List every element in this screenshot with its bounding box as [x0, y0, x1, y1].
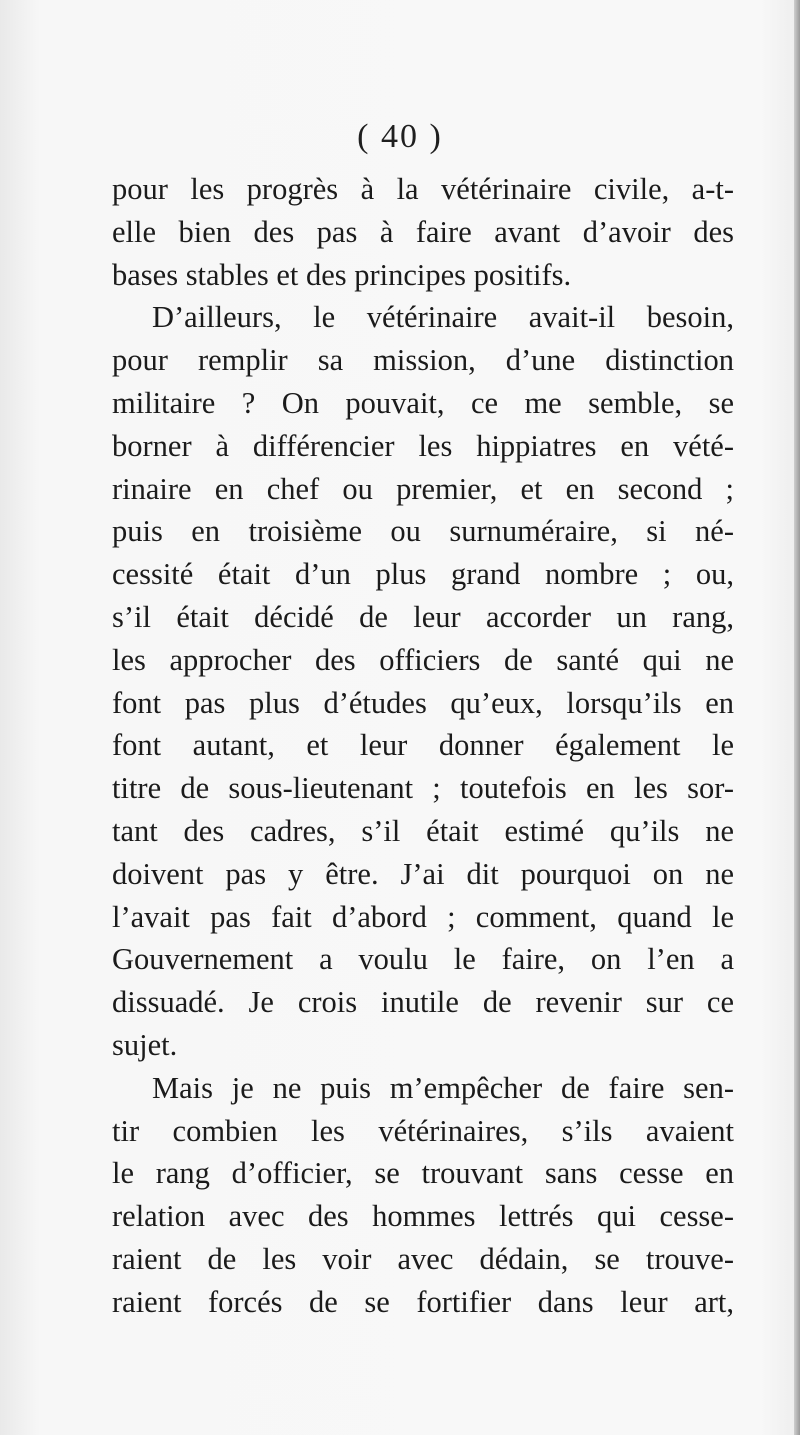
text-line: relation avec des hommes lettrés qui cesse-: [112, 1199, 734, 1234]
text-line: raient de les voir avec dédain, se trouve-: [112, 1241, 734, 1276]
text-line: tir combien les vétérinaires, s’ils avaient: [112, 1113, 734, 1148]
text-line: pour remplir sa mission, d’une distinction: [112, 343, 734, 378]
text-line: puis en troisième ou surnuméraire, si né-: [112, 514, 734, 549]
text-line: dissuadé. Je crois inutile de revenir sur ce: [112, 985, 734, 1020]
text-line: Mais je ne puis m’empêcher de faire sen-: [152, 1070, 734, 1105]
text-line: les approcher des officiers de santé qui ne: [112, 642, 734, 677]
page-edge-shadow: [794, 0, 800, 1435]
text-line: font pas plus d’études qu’eux, lorsqu’ils en: [112, 685, 734, 720]
page-number: ( 40 ): [357, 118, 443, 155]
text-line: tant des cadres, s’il était estimé qu’ils ne: [112, 813, 734, 848]
body-text: [112, 168, 734, 1324]
text-line: militaire ? On pouvait, ce me semble, se: [112, 385, 734, 420]
text-line: borner à différencier les hippiatres en vété-: [112, 428, 734, 463]
text-line: elle bien des pas à faire avant d’avoir des: [112, 214, 734, 249]
text-line: s’il était décidé de leur accorder un rang,: [112, 599, 734, 634]
text-line: Gouvernement a voulu le faire, on l’en a: [112, 942, 734, 977]
text-line: D’ailleurs, le vétérinaire avait-il besoin,: [152, 300, 734, 335]
text-line: sujet.: [112, 1027, 178, 1062]
text-line: bases stables et des principes positifs.: [112, 257, 572, 292]
text-line: l’avait pas fait d’abord ; comment, quand le: [112, 899, 734, 934]
text-line: raient forcés de se fortifier dans leur art,: [112, 1284, 734, 1319]
text-line: titre de sous-lieutenant ; toutefois en les sor-: [112, 771, 734, 806]
text-line: rinaire en chef ou premier, et en second ;: [112, 471, 734, 506]
text-line: cessité était d’un plus grand nombre ; ou,: [112, 557, 734, 592]
text-line: le rang d’officier, se trouvant sans cesse en: [112, 1156, 734, 1191]
text-line: font autant, et leur donner également le: [112, 728, 734, 763]
text-line: pour les progrès à la vétérinaire civile, a-t-: [112, 172, 734, 206]
text-line: doivent pas y être. J’ai dit pourquoi on ne: [112, 856, 734, 891]
